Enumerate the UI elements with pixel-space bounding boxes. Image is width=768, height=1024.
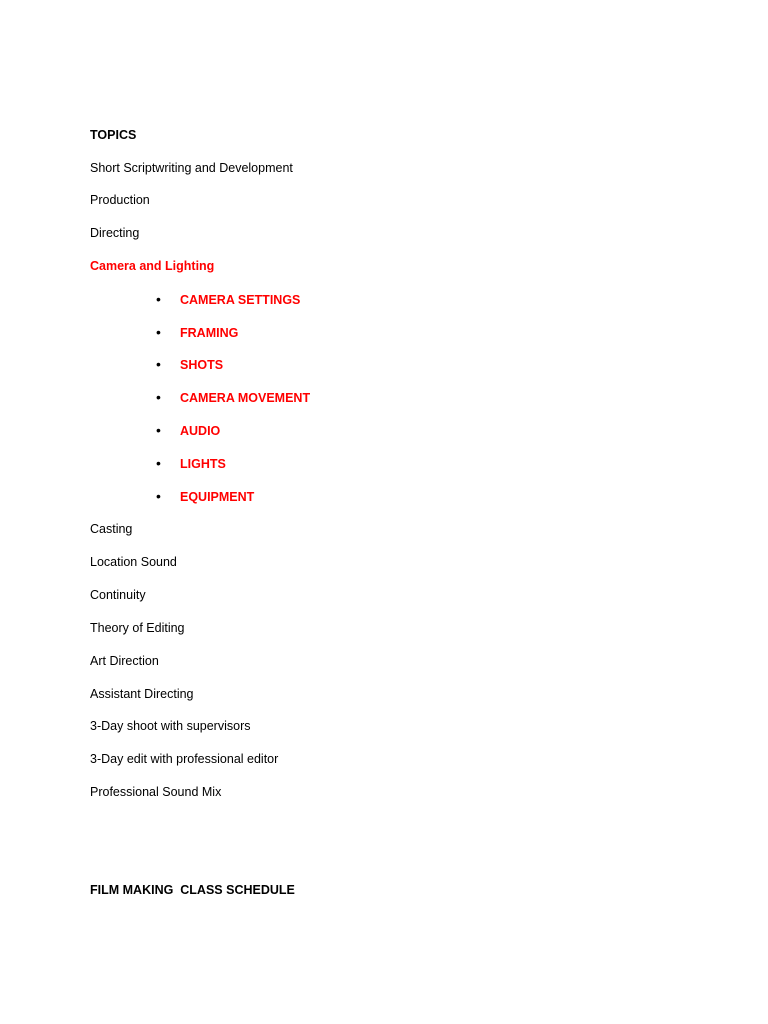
topic-item: Continuity [90,588,146,602]
topic-item: Theory of Editing [90,621,185,635]
bullet-icon: • [156,488,161,504]
topics-heading: TOPICS [90,128,137,142]
subtopic-item [156,389,310,406]
subtopic-item [156,356,223,373]
subtopic-label: FRAMING [180,326,239,340]
subtopic-label: AUDIO [180,424,221,438]
subtopic-item [156,488,254,505]
topic-item: Art Direction [90,654,159,668]
subtopic-item [156,455,226,472]
topic-item: Assistant Directing [90,687,194,701]
topic-item: Directing [90,226,140,240]
topic-item: Professional Sound Mix [90,785,222,799]
bullet-icon: • [156,455,161,471]
subtopic-label: CAMERA SETTINGS [180,293,301,307]
topic-item: 3-Day edit with professional editor [90,752,279,766]
bullet-icon: • [156,422,161,438]
topic-item: Production [90,193,150,207]
subtopic-item [156,324,238,341]
bullet-icon: • [156,324,161,340]
topic-item: Casting [90,522,133,536]
subtopic-label: CAMERA MOVEMENT [180,391,311,405]
topic-item: Short Scriptwriting and Development [90,161,293,175]
subtopic-label: SHOTS [180,358,224,372]
subtopic-item [156,291,300,308]
topic-item: 3-Day shoot with supervisors [90,719,251,733]
topic-item: Location Sound [90,555,177,569]
bullet-icon: • [156,389,161,405]
subtopic-label: EQUIPMENT [180,490,255,504]
subtopic-label: LIGHTS [180,457,226,471]
bullet-icon: • [156,356,161,372]
bullet-icon: • [156,291,161,307]
subtopic-item [156,422,220,439]
highlighted-topic: Camera and Lighting [90,259,215,273]
schedule-heading: FILM MAKING CLASS SCHEDULE [90,883,295,897]
